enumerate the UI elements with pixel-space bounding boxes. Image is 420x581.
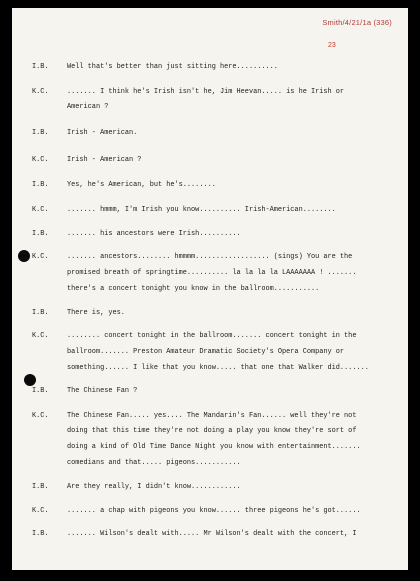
line-text: The Chinese Fan..... yes.... The Mandarin's Fan...... well they're not	[67, 412, 357, 420]
line-text: ....... I think he's Irish isn't he, Jim Heevan..... is he Irish or	[67, 88, 345, 96]
line-text: ....... ancestors........ hmmmm.................. (sings) You are the	[67, 253, 353, 261]
line-text: ....... his ancestors were Irish..........	[67, 230, 241, 238]
line-text: doing a kind of Old Time Dance Night you know with entertainment.......	[67, 443, 361, 451]
line-text: Yes, he's American, but he's........	[67, 181, 216, 189]
speaker-label: I.B.	[32, 530, 49, 538]
line-text: something...... I like that you know..... that one that Walker did.......	[67, 364, 369, 372]
line-text: doing that this time they're not doing a play you know they're sort of	[67, 427, 357, 435]
line-text: Are they really, I didn't know............	[67, 483, 241, 491]
archive-reference: Smith/4/21/1a (336)	[322, 18, 392, 27]
speaker-label: I.B.	[32, 309, 49, 317]
speaker-label: K.C.	[32, 88, 49, 96]
speaker-label: I.B.	[32, 129, 49, 137]
speaker-label: I.B.	[32, 63, 49, 71]
line-text: comedians and that..... pigeons...........	[67, 459, 241, 467]
line-text: Irish - American.	[67, 129, 138, 137]
speaker-label: I.B.	[32, 483, 49, 491]
line-text: Well that's better than just sitting here..........	[67, 63, 278, 71]
line-text: Irish - American ?	[67, 156, 142, 164]
punch-hole	[18, 250, 30, 262]
speaker-label: I.B.	[32, 387, 49, 395]
line-text: ....... Wilson's dealt with..... Mr Wilson's dealt with the concert, I	[67, 530, 357, 538]
line-text: The Chinese Fan ?	[67, 387, 138, 395]
page-number: 23	[328, 42, 336, 49]
line-text: American ?	[67, 103, 109, 111]
document-page	[12, 8, 408, 570]
line-text: ....... a chap with pigeons you know...... three pigeons he's got......	[67, 507, 361, 515]
line-text: ........ concert tonight in the ballroom....... concert tonight in the	[67, 332, 357, 340]
speaker-label: K.C.	[32, 412, 49, 420]
speaker-label: K.C.	[32, 507, 49, 515]
speaker-label: I.B.	[32, 181, 49, 189]
speaker-label: K.C.	[32, 253, 49, 261]
speaker-label: K.C.	[32, 206, 49, 214]
line-text: promised breath of springtime.......... la la la la LAAAAAAA ! .......	[67, 269, 357, 277]
speaker-label: K.C.	[32, 156, 49, 164]
speaker-label: K.C.	[32, 332, 49, 340]
line-text: ballroom....... Preston Amateur Dramatic Society's Opera Company or	[67, 348, 345, 356]
speaker-label: I.B.	[32, 230, 49, 238]
line-text: ....... hmmm, I'm Irish you know.......... Irish-American........	[67, 206, 336, 214]
line-text: There is, yes.	[67, 309, 125, 317]
line-text: there's a concert tonight you know in the ballroom...........	[67, 285, 320, 293]
punch-hole	[24, 374, 36, 386]
